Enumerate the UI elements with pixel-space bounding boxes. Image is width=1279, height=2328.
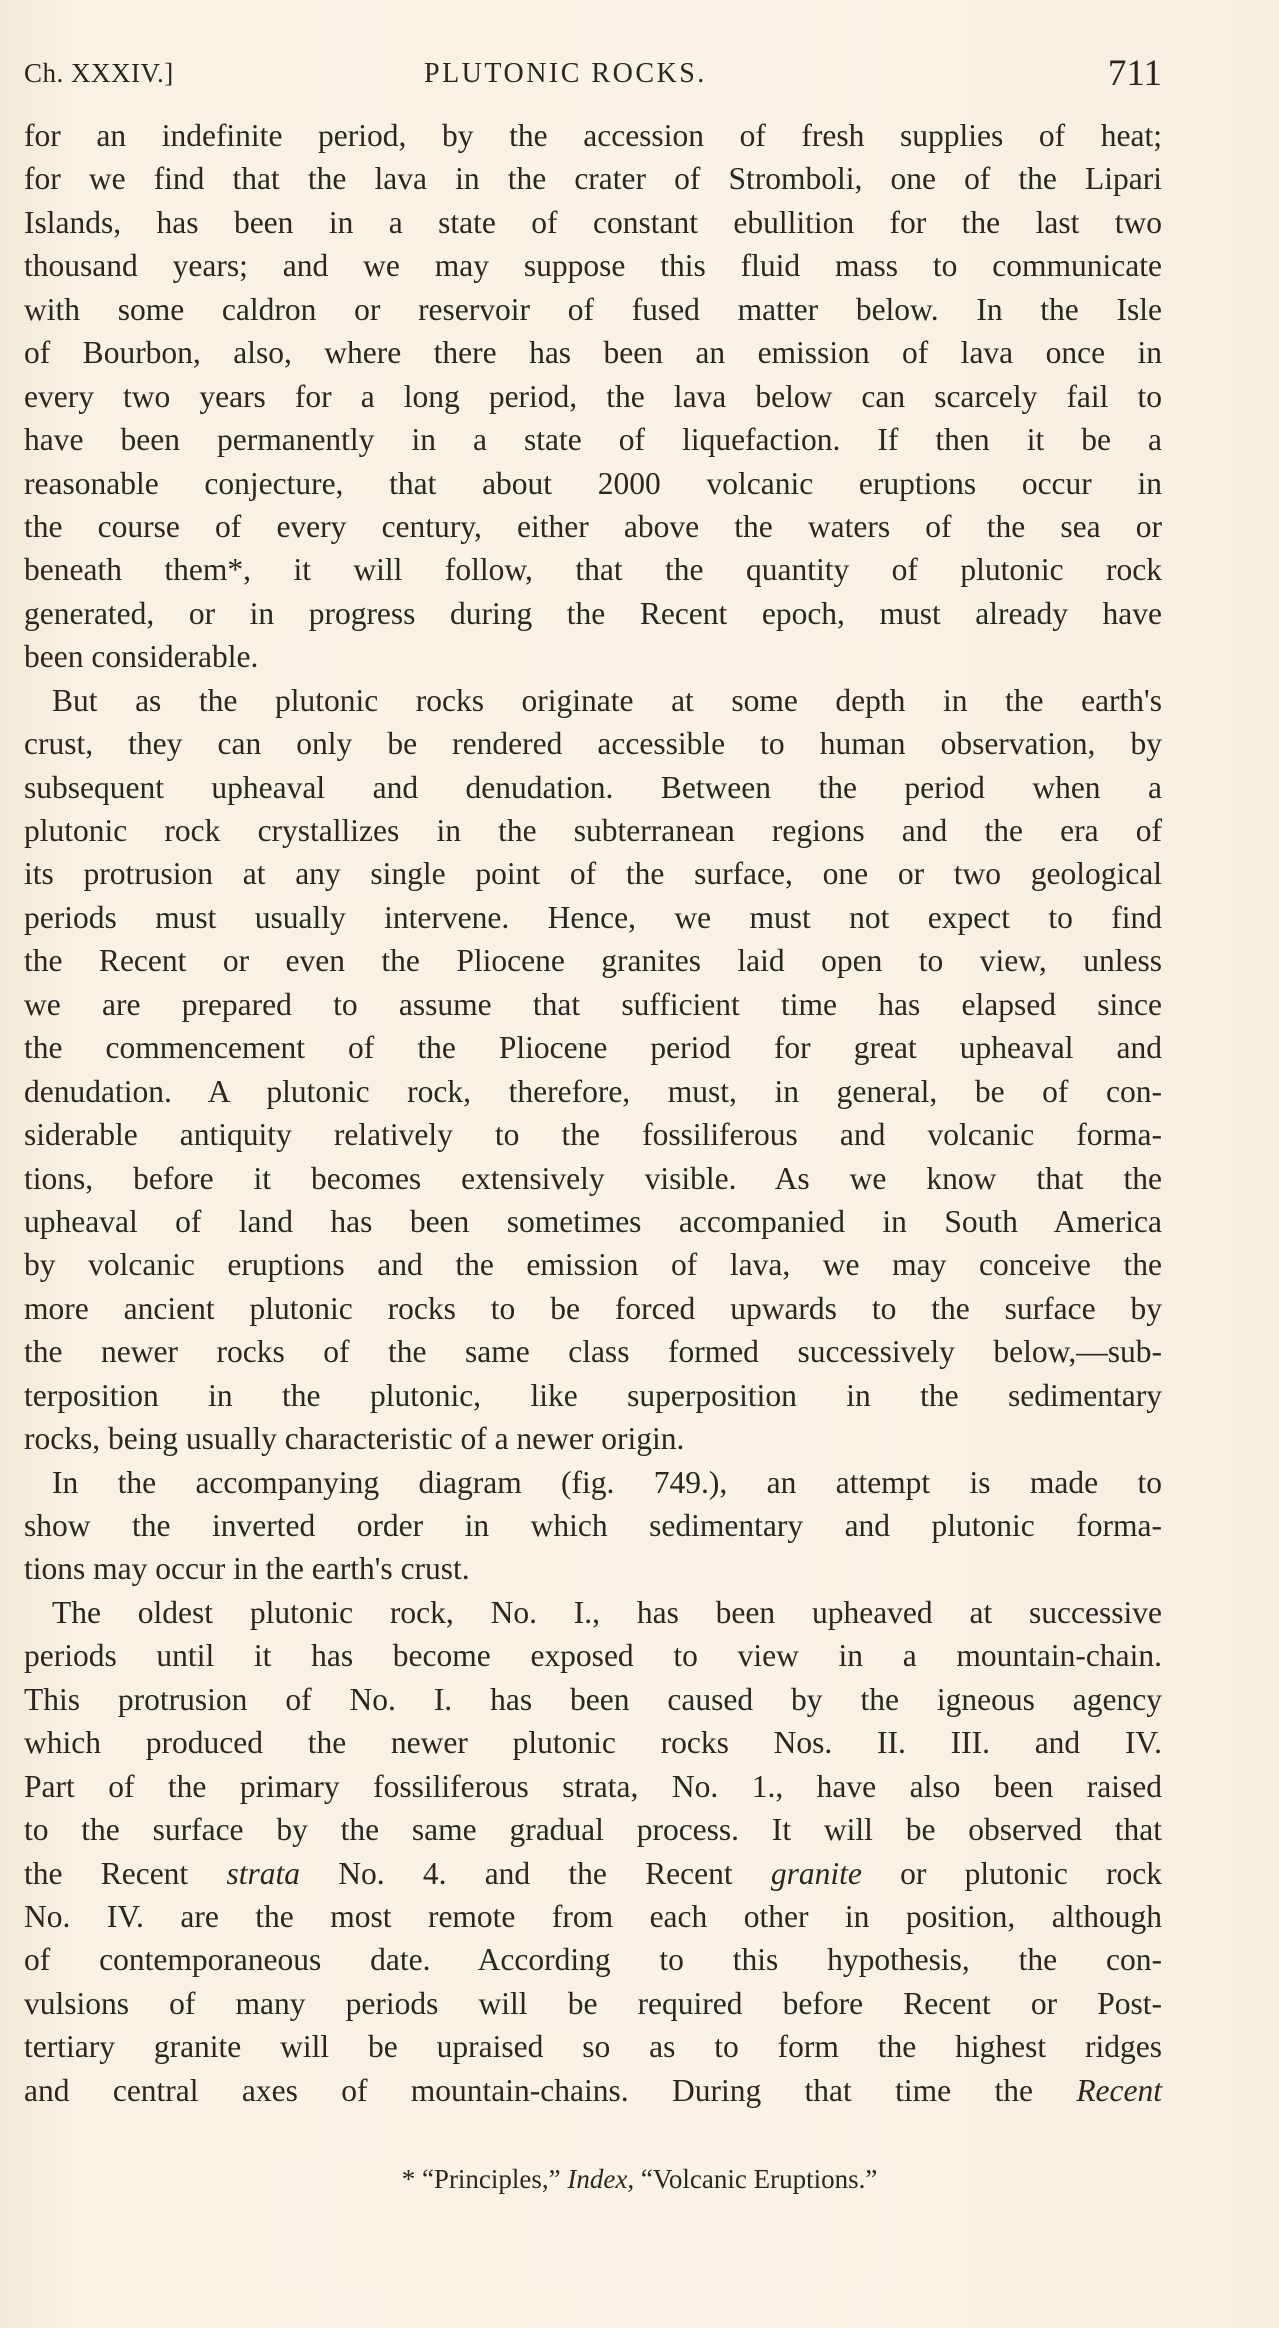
page-number: 711 <box>1107 53 1162 94</box>
text-line: tions may occur in the earth's crust. <box>24 1551 470 1587</box>
footnote-italic: Index, <box>567 2164 635 2194</box>
text-line: generated, or in progress during the Recent epoch, must already have <box>24 595 1162 631</box>
text-line: we are prepared to assume that sufficient time has elapsed since <box>24 986 1162 1022</box>
text-line: the Recent or even the Pliocene granites laid open to view, unless <box>24 943 1162 979</box>
text-line: rocks, being usually characteristic of a newer origin. <box>24 1421 685 1457</box>
text-line: terposition in the plutonic, like superposition in the sedimentary <box>24 1377 1162 1413</box>
paragraph-start-line: But as the plutonic rocks originate at some depth in the earth's <box>52 682 1162 718</box>
text-line: for we find that the lava in the crater of Stromboli, one of the Lipari <box>24 161 1162 197</box>
paragraph-start-line: In the accompanying diagram (fig. 749.), an attempt is made to <box>52 1464 1162 1500</box>
text-line: subsequent upheaval and denudation. Between the period when a <box>24 769 1162 805</box>
text-line: vulsions of many periods will be required before Recent or Post- <box>24 1985 1162 2021</box>
footnote-text: “Principles,” <box>421 2164 561 2194</box>
text-line: to the surface by the same gradual process. It will be observed that <box>24 1812 1162 1848</box>
text-line: reasonable conjecture, that about 2000 volcanic eruptions occur in <box>24 465 1162 501</box>
text-line: been considerable. <box>24 639 259 675</box>
text-line: of Bourbon, also, where there has been an emission of lava once in <box>24 335 1162 371</box>
text-line: the newer rocks of the same class formed successively below,—sub- <box>24 1334 1162 1370</box>
text-line: have been permanently in a state of liquefaction. If then it be a <box>24 422 1162 458</box>
footnote-text: “Volcanic Eruptions.” <box>640 2164 878 2194</box>
text-line: with some caldron or reservoir of fused matter below. In the Isle <box>24 291 1162 327</box>
text-line: No. IV. are the most remote from each other in position, although <box>24 1898 1162 1934</box>
text-line: which produced the newer plutonic rocks Nos. II. III. and IV. <box>24 1725 1162 1761</box>
text-line: its protrusion at any single point of the surface, one or two geological <box>24 856 1162 892</box>
text-line-with-italics: the Recent strata No. 4. and the Recent granite or plutonic rock <box>24 1855 1163 1891</box>
text-line: the commencement of the Pliocene period for great upheaval and <box>24 1030 1162 1066</box>
text-line: for an indefinite period, by the accession of fresh supplies of heat; <box>24 118 1162 153</box>
footnote-marker: * <box>401 2164 416 2194</box>
text-line: siderable antiquity relatively to the fossiliferous and volcanic forma- <box>24 1117 1162 1153</box>
text-line: denudation. A plutonic rock, therefore, must, in general, be of con- <box>24 1073 1162 1109</box>
text-line: the course of every century, either above the waters of the sea or <box>24 508 1162 544</box>
text-line: periods until it has become exposed to view in a mountain-chain. <box>24 1638 1162 1674</box>
text-line-with-italics: and central axes of mountain-chains. During that time the Recent <box>24 2072 1162 2108</box>
text-line: of contemporaneous date. According to this hypothesis, the con- <box>24 1942 1162 1978</box>
text-line: crust, they can only be rendered accessible to human observation, by <box>24 726 1162 762</box>
text-line: upheaval of land has been sometimes accompanied in South America <box>24 1203 1162 1239</box>
text-line: periods must usually intervene. Hence, we must not expect to find <box>24 899 1162 935</box>
footnote <box>0 2164 1279 2195</box>
text-line: tions, before it becomes extensively visible. As we know that the <box>24 1160 1162 1196</box>
text-line: Part of the primary fossiliferous strata, No. 1., have also been raised <box>24 1768 1162 1804</box>
text-line: by volcanic eruptions and the emission of lava, we may conceive the <box>24 1247 1162 1283</box>
text-line: thousand years; and we may suppose this fluid mass to communicate <box>24 248 1162 284</box>
text-line: every two years for a long period, the lava below can scarcely fail to <box>24 378 1162 414</box>
text-line: This protrusion of No. I. has been caused by the igneous agency <box>24 1681 1162 1717</box>
running-header <box>24 52 1162 100</box>
running-title: PLUTONIC ROCKS. <box>424 58 707 89</box>
text-line: tertiary granite will be upraised so as to form the highest ridges <box>24 2029 1162 2065</box>
text-line: beneath them*, it will follow, that the quantity of plutonic rock <box>24 552 1162 588</box>
body-text <box>24 114 1162 2112</box>
text-line: more ancient plutonic rocks to be forced upwards to the surface by <box>24 1290 1162 1326</box>
text-line: show the inverted order in which sedimentary and plutonic forma- <box>24 1508 1162 1543</box>
paragraph-start-line: The oldest plutonic rock, No. I., has been upheaved at successive <box>52 1594 1162 1630</box>
text-line: plutonic rock crystallizes in the subterranean regions and the era of <box>24 813 1162 848</box>
chapter-label: Ch. XXXIV.] <box>24 58 174 88</box>
text-line: Islands, has been in a state of constant ebullition for the last two <box>24 204 1162 240</box>
